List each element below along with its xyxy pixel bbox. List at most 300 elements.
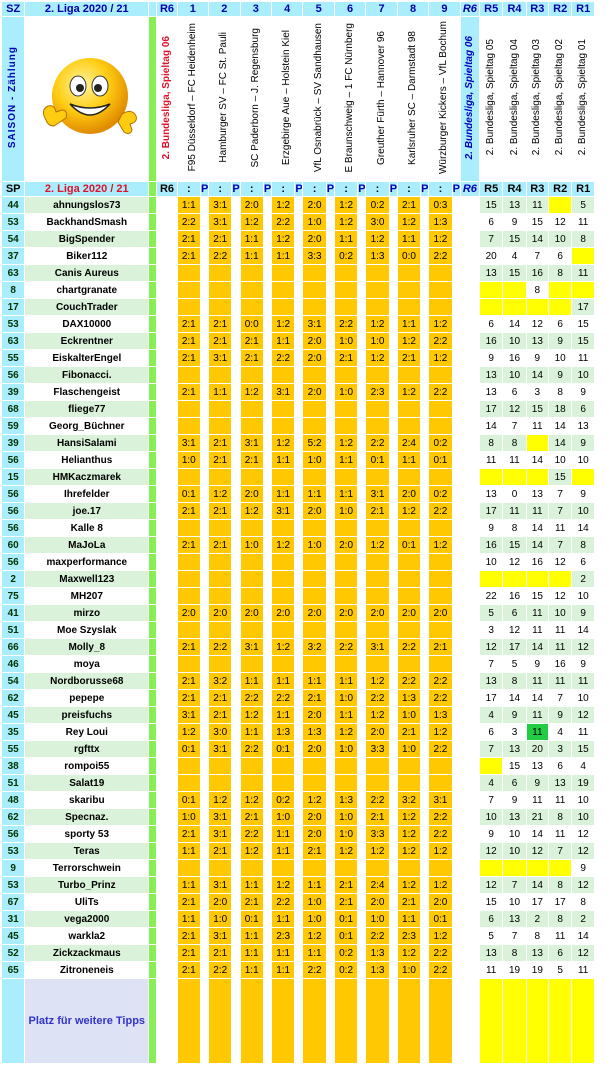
- tip-cell: 0:2: [335, 962, 358, 979]
- tip-cell: 5:2: [303, 435, 326, 452]
- round-points: 19: [572, 775, 595, 792]
- round-points: 10: [572, 367, 595, 384]
- tip-cell: 2:0: [241, 486, 264, 503]
- points-cell: [358, 656, 366, 673]
- points-cell: [421, 792, 429, 809]
- prev-spieltag-label: 2. Bundesliga, Spieltag 02: [554, 39, 566, 156]
- tip-cell: 2:2: [429, 384, 452, 401]
- season-count: 46: [2, 656, 25, 673]
- player-name: Molly_8: [25, 639, 149, 656]
- points-cell: [390, 690, 398, 707]
- round-points: 3: [549, 741, 572, 758]
- r6-total: [461, 197, 480, 214]
- points-cell: [358, 622, 366, 639]
- r6-points: [157, 452, 177, 469]
- spacer: [149, 775, 157, 792]
- r6-total: [461, 248, 480, 265]
- table-row: [2, 401, 595, 418]
- points-cell: [201, 503, 209, 520]
- tipp-table: [2, 2, 595, 1064]
- match-label: SC Paderborn – J. Regensburg: [249, 27, 261, 168]
- spacer: [149, 486, 157, 503]
- points-cell: [295, 197, 303, 214]
- tip-cell: 2:2: [429, 826, 452, 843]
- table-row: [2, 911, 595, 928]
- tip-cell: 1:3: [366, 962, 389, 979]
- round-points: 17: [480, 690, 503, 707]
- tip-cell: 2:1: [209, 537, 232, 554]
- points-cell: [264, 707, 272, 724]
- points-cell: [201, 588, 209, 605]
- points-cell: [390, 843, 398, 860]
- tip-cell: [429, 401, 452, 418]
- round-points: 9: [549, 367, 572, 384]
- tip-cell: [335, 588, 358, 605]
- r6-total: [461, 877, 480, 894]
- player-name: Moe Szyslak: [25, 622, 149, 639]
- tip-cell: 1:2: [241, 214, 264, 231]
- points-cell: [390, 588, 398, 605]
- points-cell: [327, 265, 335, 282]
- points-cell: [327, 656, 335, 673]
- tip-cell: 1:2: [272, 435, 295, 452]
- tip-cell: 2:2: [429, 673, 452, 690]
- round-points: 4: [480, 775, 503, 792]
- points-cell: [390, 656, 398, 673]
- tip-cell: [178, 622, 201, 639]
- tip-cell: [335, 775, 358, 792]
- round-points: 13: [503, 911, 526, 928]
- points-cell: [232, 843, 240, 860]
- tip-cell: [429, 282, 452, 299]
- points-cell: [390, 826, 398, 843]
- points-cell: [421, 690, 429, 707]
- points-cell: [201, 860, 209, 877]
- tip-cell: 1:0: [303, 214, 326, 231]
- points-cell: [264, 333, 272, 350]
- r6-points: [157, 622, 177, 639]
- r6-points: [157, 537, 177, 554]
- points-cell: [453, 877, 461, 894]
- tip-cell: 1:1: [335, 707, 358, 724]
- tip-cell: [303, 860, 326, 877]
- tip-cell: 1:1: [178, 197, 201, 214]
- tip-cell: [335, 758, 358, 775]
- tip-cell: 1:2: [335, 214, 358, 231]
- round-points: 9: [480, 520, 503, 537]
- points-cell: [358, 333, 366, 350]
- player-name: Georg_Büchner: [25, 418, 149, 435]
- round-points: 17: [503, 639, 526, 656]
- tip-cell: 1:2: [398, 945, 421, 962]
- round-points: 14: [503, 316, 526, 333]
- round-points: 8: [549, 384, 572, 401]
- round-points: 7: [480, 231, 503, 248]
- tip-cell: 1:3: [272, 724, 295, 741]
- tip-cell: [429, 299, 452, 316]
- r6-points: [157, 962, 177, 979]
- tip-cell: 2:0: [303, 605, 326, 622]
- tip-cell: [366, 520, 389, 537]
- spacer: [149, 401, 157, 418]
- tip-cell: [209, 775, 232, 792]
- points-cell: [295, 673, 303, 690]
- points-cell: [232, 945, 240, 962]
- tip-cell: [335, 282, 358, 299]
- tip-cell: 2:1: [366, 503, 389, 520]
- round-points: 8: [527, 928, 549, 945]
- tip-cell: [241, 469, 264, 486]
- player-name: rompoi55: [25, 758, 149, 775]
- spacer: [149, 707, 157, 724]
- saison-label: SAISON - Zählung: [7, 46, 19, 149]
- tip-cell: 2:1: [209, 503, 232, 520]
- points-cell: [390, 520, 398, 537]
- player-name: chartgranate: [25, 282, 149, 299]
- match-num: 5: [303, 2, 334, 17]
- round-points: 10: [480, 809, 503, 826]
- tip-cell: [335, 367, 358, 384]
- tip-cell: 1:1: [398, 231, 421, 248]
- tip-cell: [335, 860, 358, 877]
- points-cell: [232, 418, 240, 435]
- points-cell: [390, 707, 398, 724]
- tip-cell: 2:1: [178, 316, 201, 333]
- player-name: warkla2: [25, 928, 149, 945]
- tip-cell: 2:1: [178, 894, 201, 911]
- points-cell: [232, 265, 240, 282]
- player-name: Specnaz.: [25, 809, 149, 826]
- points-cell: [453, 520, 461, 537]
- tip-cell: [398, 469, 421, 486]
- table-row: [2, 639, 595, 656]
- table-row: [2, 418, 595, 435]
- points-cell: [295, 809, 303, 826]
- points-cell: [358, 503, 366, 520]
- tip-cell: 2:1: [398, 724, 421, 741]
- season-count: 75: [2, 588, 25, 605]
- points-cell: [201, 350, 209, 367]
- round-points: 9: [503, 707, 526, 724]
- points-cell: [264, 554, 272, 571]
- tip-cell: 1:3: [429, 214, 452, 231]
- points-cell: [421, 401, 429, 418]
- points-cell: [201, 214, 209, 231]
- points-cell: [201, 401, 209, 418]
- tip-cell: 1:2: [272, 316, 295, 333]
- round-points: 11: [527, 605, 549, 622]
- r6-total: [461, 503, 480, 520]
- round-points: 11: [549, 639, 572, 656]
- points-cell: [201, 894, 209, 911]
- tip-cell: [398, 401, 421, 418]
- tip-cell: 1:1: [398, 452, 421, 469]
- tip-cell: [241, 860, 264, 877]
- season-count: 45: [2, 707, 25, 724]
- player-name: CouchTrader: [25, 299, 149, 316]
- match-num: 6: [335, 2, 366, 17]
- r6-points: [157, 928, 177, 945]
- tip-cell: 2:2: [272, 350, 295, 367]
- points-cell: [201, 928, 209, 945]
- tip-cell: 2:0: [303, 741, 326, 758]
- season-count: 53: [2, 843, 25, 860]
- tip-cell: 2:1: [241, 333, 264, 350]
- tip-cell: 0:2: [335, 248, 358, 265]
- points-cell: [232, 282, 240, 299]
- points-cell: [327, 758, 335, 775]
- table-row: [2, 299, 595, 316]
- tip-cell: [398, 656, 421, 673]
- tip-cell: 2:1: [178, 384, 201, 401]
- round-points: 13: [527, 758, 549, 775]
- spacer: [149, 639, 157, 656]
- r6-points: [157, 860, 177, 877]
- points-cell: [295, 503, 303, 520]
- player-name: Maxwell123: [25, 571, 149, 588]
- round-points: 6: [480, 316, 503, 333]
- points-cell: [264, 435, 272, 452]
- spacer: [149, 690, 157, 707]
- round-points: 8: [527, 282, 549, 299]
- points-cell: [390, 605, 398, 622]
- tip-cell: [272, 588, 295, 605]
- points-cell: [295, 724, 303, 741]
- points-cell: [264, 911, 272, 928]
- tip-cell: [335, 656, 358, 673]
- tip-cell: [398, 588, 421, 605]
- points-cell: [201, 673, 209, 690]
- points-cell: [358, 758, 366, 775]
- points-cell: [232, 231, 240, 248]
- table-row: [2, 537, 595, 554]
- tip-cell: [209, 758, 232, 775]
- r6-total: [461, 962, 480, 979]
- points-cell: [453, 503, 461, 520]
- tip-cell: 2:3: [366, 384, 389, 401]
- vertical-header-row: [2, 17, 595, 182]
- points-cell: [264, 248, 272, 265]
- tip-cell: 2:1: [209, 231, 232, 248]
- points-cell: [358, 673, 366, 690]
- tip-cell: 2:0: [178, 605, 201, 622]
- table-row: [2, 469, 595, 486]
- points-cell: [421, 911, 429, 928]
- points-cell: [201, 707, 209, 724]
- tip-cell: 3:1: [178, 707, 201, 724]
- r6-points: [157, 894, 177, 911]
- table-row: [2, 758, 595, 775]
- season-count: 56: [2, 452, 25, 469]
- round-points: 10: [572, 792, 595, 809]
- player-name: Canis Aureus: [25, 265, 149, 282]
- tip-cell: 1:2: [398, 503, 421, 520]
- points-cell: [264, 537, 272, 554]
- tip-cell: 2:0: [303, 503, 326, 520]
- tip-cell: 1:2: [335, 435, 358, 452]
- points-cell: [295, 741, 303, 758]
- r6-total: [461, 469, 480, 486]
- tip-cell: [272, 418, 295, 435]
- season-count: 53: [2, 214, 25, 231]
- round-points: 16: [480, 333, 503, 350]
- spacer: [149, 554, 157, 571]
- points-cell: [390, 265, 398, 282]
- r6-total: [461, 537, 480, 554]
- round-points: 2: [572, 911, 595, 928]
- round-points: [480, 282, 503, 299]
- points-cell: [327, 418, 335, 435]
- round-points: 4: [503, 248, 526, 265]
- round-points: 14: [549, 435, 572, 452]
- tip-cell: 2:2: [429, 333, 452, 350]
- tip-cell: 1:2: [398, 809, 421, 826]
- points-cell: [421, 605, 429, 622]
- season-count: 68: [2, 401, 25, 418]
- table-row: [2, 605, 595, 622]
- round-points: 12: [572, 707, 595, 724]
- points-cell: [453, 486, 461, 503]
- r6-points: [157, 486, 177, 503]
- tip-cell: [429, 860, 452, 877]
- points-cell: [358, 384, 366, 401]
- tip-cell: [398, 282, 421, 299]
- tip-cell: 0:0: [241, 316, 264, 333]
- points-cell: [264, 945, 272, 962]
- round-points: 14: [527, 639, 549, 656]
- tip-cell: 1:1: [398, 316, 421, 333]
- points-cell: [201, 741, 209, 758]
- tip-cell: 1:0: [241, 537, 264, 554]
- round-points: 18: [549, 401, 572, 418]
- season-count: 15: [2, 469, 25, 486]
- round-points: 11: [480, 452, 503, 469]
- spacer: [149, 265, 157, 282]
- tip-cell: 2:2: [241, 690, 264, 707]
- spacer: [149, 520, 157, 537]
- tip-cell: 2:2: [398, 673, 421, 690]
- tip-cell: 2:1: [398, 350, 421, 367]
- tip-cell: 2:0: [303, 231, 326, 248]
- points-cell: [421, 775, 429, 792]
- tip-cell: 3:3: [303, 248, 326, 265]
- tip-cell: [303, 758, 326, 775]
- points-cell: [453, 673, 461, 690]
- points-cell: [453, 690, 461, 707]
- r6-points: [157, 707, 177, 724]
- round-points: 14: [480, 418, 503, 435]
- points-cell: [390, 333, 398, 350]
- r6-points: [157, 265, 177, 282]
- points-cell: [327, 367, 335, 384]
- tip-cell: [178, 265, 201, 282]
- points-cell: [453, 231, 461, 248]
- round-points: 14: [572, 622, 595, 639]
- points-cell: [295, 418, 303, 435]
- points-cell: [264, 724, 272, 741]
- tip-cell: [241, 299, 264, 316]
- points-cell: [390, 792, 398, 809]
- points-cell: [295, 248, 303, 265]
- spacer: [149, 673, 157, 690]
- points-cell: [201, 843, 209, 860]
- tip-cell: 2:2: [429, 962, 452, 979]
- points-cell: [358, 826, 366, 843]
- round-points: 13: [480, 945, 503, 962]
- points-cell: [264, 316, 272, 333]
- points-cell: [327, 333, 335, 350]
- player-name: Kalle 8: [25, 520, 149, 537]
- tip-cell: 2:2: [429, 809, 452, 826]
- round-points: [527, 469, 549, 486]
- tip-cell: 1:3: [303, 724, 326, 741]
- r6-total: [461, 945, 480, 962]
- points-cell: [232, 197, 240, 214]
- points-cell: [264, 571, 272, 588]
- round-points: 10: [572, 809, 595, 826]
- points-cell: [232, 792, 240, 809]
- tip-cell: [303, 571, 326, 588]
- points-cell: [295, 826, 303, 843]
- round-points: 13: [572, 418, 595, 435]
- tip-cell: [209, 520, 232, 537]
- tip-cell: [241, 401, 264, 418]
- points-cell: [358, 741, 366, 758]
- r6-total: [461, 758, 480, 775]
- tip-cell: 2:1: [398, 894, 421, 911]
- round-points: 11: [572, 214, 595, 231]
- points-cell: [264, 758, 272, 775]
- match-num: 9: [429, 2, 460, 17]
- tip-cell: 1:1: [241, 248, 264, 265]
- points-cell: [232, 724, 240, 741]
- round-points: 12: [549, 214, 572, 231]
- tip-cell: [366, 554, 389, 571]
- player-name: joe.17: [25, 503, 149, 520]
- tip-cell: 2:0: [303, 384, 326, 401]
- round-points: 9: [572, 860, 595, 877]
- match-label: Erzgebirge Aue – Holstein Kiel: [281, 29, 293, 166]
- r6-total: [461, 401, 480, 418]
- points-cell: [390, 894, 398, 911]
- points-cell: [295, 282, 303, 299]
- round-points: 9: [572, 384, 595, 401]
- tip-cell: 1:1: [335, 486, 358, 503]
- tip-cell: 2:2: [209, 962, 232, 979]
- r6-total: [461, 571, 480, 588]
- round-points: 5: [480, 605, 503, 622]
- round-points: 17: [480, 503, 503, 520]
- tip-cell: 1:2: [272, 877, 295, 894]
- points-cell: [295, 299, 303, 316]
- round-points: 16: [480, 537, 503, 554]
- points-cell: [327, 673, 335, 690]
- round-points: 9: [549, 333, 572, 350]
- round-points: 7: [549, 690, 572, 707]
- spacer: [149, 333, 157, 350]
- spacer: [149, 826, 157, 843]
- points-cell: [232, 656, 240, 673]
- table-row: [2, 945, 595, 962]
- points-cell: [201, 265, 209, 282]
- tip-cell: 2:2: [429, 690, 452, 707]
- points-cell: [390, 299, 398, 316]
- tip-cell: 2:1: [178, 333, 201, 350]
- player-name: skaribu: [25, 792, 149, 809]
- points-cell: [390, 724, 398, 741]
- table-row: [2, 707, 595, 724]
- round-points: 6: [549, 248, 572, 265]
